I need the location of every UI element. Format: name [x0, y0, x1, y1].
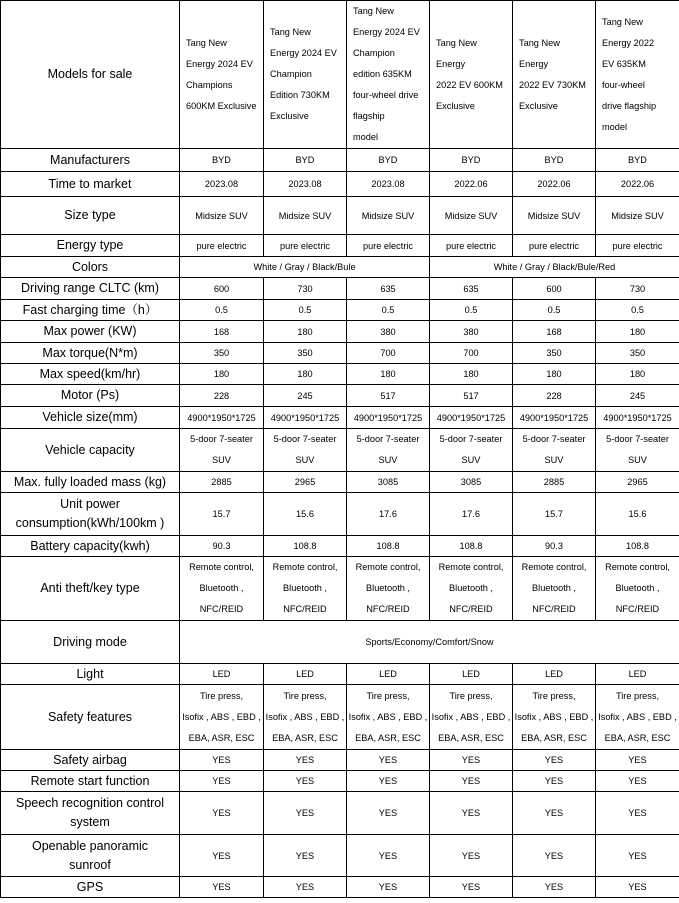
- motor-value: 517: [430, 385, 513, 407]
- vehicle-capacity-value-line-2: SUV: [544, 455, 564, 465]
- vehicle-capacity-value: [513, 429, 596, 472]
- model-name-line: EV 635KM: [602, 58, 646, 69]
- mass-label: Max. fully loaded mass (kg): [1, 472, 180, 493]
- motor-value: 228: [180, 385, 264, 407]
- light-value: LED: [180, 664, 264, 685]
- row-gps: [1, 877, 679, 898]
- mass-value: 2965: [264, 472, 347, 493]
- vehicle-capacity-value-line-1: 5-door 7-seater: [439, 434, 503, 444]
- anti-theft-value: [596, 557, 679, 621]
- model-name-line: 600KM Exclusive: [186, 100, 257, 111]
- motor-value: 245: [596, 385, 679, 407]
- model-name-line: four-wheel: [602, 79, 645, 90]
- size-type-value: Midsize SUV: [513, 197, 596, 235]
- light-label: Light: [1, 664, 180, 685]
- driving-range-value: 600: [513, 278, 596, 300]
- anti-theft-value: [264, 557, 347, 621]
- time-to-market-value: 2022.06: [430, 172, 513, 197]
- vehicle-capacity-value-line-2: SUV: [295, 455, 315, 465]
- model-name-2: [264, 1, 347, 149]
- colors-2024-models: White / Gray / Black/Bule: [180, 257, 430, 278]
- driving-mode-label: Driving mode: [1, 621, 180, 664]
- vehicle-capacity-value: [347, 429, 430, 472]
- sunroof-value: YES: [347, 835, 430, 877]
- speech-value: YES: [596, 792, 679, 835]
- safety-features-value-line-3: EBA, ASR, ESC: [438, 732, 504, 743]
- safety-features-value-line-2: Isofix , ABS , EBD ,: [598, 711, 677, 722]
- manufacturers-value: BYD: [430, 149, 513, 172]
- battery-value: 108.8: [430, 536, 513, 557]
- time-to-market-value: 2023.08: [180, 172, 264, 197]
- fast-charging-value: 0.5: [513, 300, 596, 321]
- safety-features-value-line-3: EBA, ASR, ESC: [521, 732, 587, 743]
- manufacturers-value: BYD: [513, 149, 596, 172]
- gps-value: YES: [596, 877, 679, 898]
- anti-theft-value-line-3: NFC/REID: [449, 604, 493, 614]
- energy-type-value: pure electric: [430, 235, 513, 257]
- size-type-value: Midsize SUV: [596, 197, 679, 235]
- speech-value: YES: [430, 792, 513, 835]
- energy-type-value: pure electric: [264, 235, 347, 257]
- anti-theft-label: Anti theft/key type: [1, 557, 180, 621]
- energy-type-value: pure electric: [596, 235, 679, 257]
- anti-theft-value-line-1: Remote control,: [355, 562, 421, 572]
- consumption-value: 17.6: [430, 493, 513, 536]
- gps-value: YES: [264, 877, 347, 898]
- vehicle-size-value: 4900*1950*1725: [430, 407, 513, 429]
- light-value: LED: [347, 664, 430, 685]
- row-vehicle-size: [1, 407, 679, 429]
- model-name-line: Exclusive: [436, 100, 475, 111]
- colors-label: Colors: [1, 257, 180, 278]
- max-power-label: Max power (KW): [1, 321, 180, 343]
- anti-theft-value-line-1: Remote control,: [605, 562, 670, 572]
- anti-theft-value-line-3: NFC/REID: [199, 604, 244, 614]
- max-torque-value: 350: [180, 343, 264, 364]
- anti-theft-value-line-1: Remote control,: [189, 562, 254, 572]
- speech-value: YES: [347, 792, 430, 835]
- row-size-type: [1, 197, 679, 235]
- fast-charging-label: Fast charging time（h）: [1, 300, 180, 321]
- model-name-line: Tang New: [186, 37, 227, 48]
- gps-value: YES: [180, 877, 264, 898]
- vehicle-capacity-value: [180, 429, 264, 472]
- mass-value: 2965: [596, 472, 679, 493]
- motor-value: 245: [264, 385, 347, 407]
- manufacturers-value: BYD: [264, 149, 347, 172]
- vehicle-capacity-value-line-2: SUV: [378, 455, 398, 465]
- model-name-5: [513, 1, 596, 149]
- max-power-value: 168: [513, 321, 596, 343]
- colors-2022-models: White / Gray / Black/Bule/Red: [430, 257, 679, 278]
- size-type-value: Midsize SUV: [264, 197, 347, 235]
- vehicle-capacity-label: Vehicle capacity: [1, 429, 180, 472]
- fast-charging-value: 0.5: [596, 300, 679, 321]
- airbag-value: YES: [180, 750, 264, 771]
- vehicle-capacity-value-line-1: 5-door 7-seater: [356, 434, 420, 444]
- anti-theft-value: [513, 557, 596, 621]
- airbag-value: YES: [264, 750, 347, 771]
- safety-features-value-line-3: EBA, ASR, ESC: [355, 732, 421, 743]
- model-name-line: Tang New: [270, 27, 311, 37]
- sunroof-value: YES: [513, 835, 596, 877]
- mass-value: 3085: [430, 472, 513, 493]
- vehicle-size-value: 4900*1950*1725: [347, 407, 430, 429]
- manufacturers-label: Manufacturers: [1, 149, 180, 172]
- model-name-4: [430, 1, 513, 149]
- manufacturers-value: BYD: [180, 149, 264, 172]
- consumption-value: 15.6: [596, 493, 679, 536]
- max-speed-value: 180: [596, 364, 679, 385]
- vehicle-size-label: Vehicle size(mm): [1, 407, 180, 429]
- remote-start-value: YES: [513, 771, 596, 792]
- anti-theft-value-line-2: Bluetooth ,: [615, 583, 660, 593]
- motor-value: 228: [513, 385, 596, 407]
- driving-range-value: 600: [180, 278, 264, 300]
- model-name-3: [347, 1, 430, 149]
- max-torque-value: 700: [347, 343, 430, 364]
- fast-charging-value: 0.5: [430, 300, 513, 321]
- driving-range-label: Driving range CLTC (km): [1, 278, 180, 300]
- model-name-line: four-wheel drive: [353, 90, 419, 100]
- sunroof-label-line-2: sunroof: [69, 857, 111, 872]
- header-row: [1, 1, 679, 149]
- vehicle-capacity-value-line-2: SUV: [461, 455, 481, 465]
- model-name-line: Energy: [519, 58, 549, 69]
- vehicle-size-value: 4900*1950*1725: [596, 407, 679, 429]
- safety-features-value-line-3: EBA, ASR, ESC: [272, 732, 338, 743]
- safety-features-value-line-3: EBA, ASR, ESC: [604, 732, 671, 743]
- airbag-value: YES: [513, 750, 596, 771]
- mass-value: 2885: [513, 472, 596, 493]
- airbag-label: Safety airbag: [1, 750, 180, 771]
- row-max-torque: [1, 343, 679, 364]
- row-driving-range: [1, 278, 679, 300]
- remote-start-value: YES: [430, 771, 513, 792]
- speech-label: [1, 792, 180, 835]
- model-name-line: Tang New: [353, 6, 394, 16]
- fast-charging-value: 0.5: [347, 300, 430, 321]
- row-consumption: [1, 493, 679, 536]
- row-max-power: [1, 321, 679, 343]
- mass-value: 3085: [347, 472, 430, 493]
- safety-features-label: Safety features: [1, 685, 180, 750]
- consumption-label-line-2: consumption(kWh/100km ): [15, 516, 165, 530]
- safety-features-value-line-2: Isofix , ABS , EBD ,: [514, 711, 594, 722]
- row-sunroof: [1, 835, 679, 877]
- row-safety-features: [1, 685, 679, 750]
- row-light: [1, 664, 679, 685]
- safety-features-value: [430, 685, 513, 750]
- row-motor: [1, 385, 679, 407]
- gps-value: YES: [513, 877, 596, 898]
- max-torque-value: 350: [513, 343, 596, 364]
- speech-label-line-2: system: [70, 815, 110, 829]
- max-torque-value: 350: [596, 343, 679, 364]
- speech-value: YES: [264, 792, 347, 835]
- remote-start-value: YES: [264, 771, 347, 792]
- anti-theft-value: [180, 557, 264, 621]
- vehicle-size-value: 4900*1950*1725: [264, 407, 347, 429]
- row-airbag: [1, 750, 679, 771]
- anti-theft-value-line-2: Bluetooth ,: [199, 583, 244, 593]
- safety-features-value: [347, 685, 430, 750]
- row-energy-type: [1, 235, 679, 257]
- model-name-line: Energy 2024 EV: [353, 27, 420, 37]
- safety-features-value-line-2: Isofix , ABS , EBD ,: [348, 711, 428, 722]
- model-name-line: Exclusive: [270, 111, 309, 121]
- anti-theft-value-line-3: NFC/REID: [615, 604, 660, 614]
- sunroof-label-line-1: Openable panoramic: [31, 838, 149, 853]
- size-type-label: Size type: [1, 197, 180, 235]
- model-name-line: Tang New: [602, 16, 643, 27]
- time-to-market-value: 2023.08: [347, 172, 430, 197]
- size-type-value: Midsize SUV: [430, 197, 513, 235]
- max-speed-label: Max speed(km/hr): [1, 364, 180, 385]
- model-name-line: Champions: [186, 79, 233, 90]
- max-speed-value: 180: [513, 364, 596, 385]
- vehicle-capacity-value-line-1: 5-door 7-seater: [273, 434, 337, 444]
- remote-start-value: YES: [596, 771, 679, 792]
- max-power-value: 380: [430, 321, 513, 343]
- row-driving-mode: [1, 621, 679, 664]
- row-fast-charging: [1, 300, 679, 321]
- energy-type-value: pure electric: [513, 235, 596, 257]
- vehicle-capacity-value-line-1: 5-door 7-seater: [522, 434, 586, 444]
- gps-value: YES: [347, 877, 430, 898]
- model-name-line: model: [602, 121, 628, 132]
- safety-features-value-line-2: Isofix , ABS , EBD ,: [265, 711, 345, 722]
- vehicle-capacity-value-line-1: 5-door 7-seater: [606, 434, 669, 444]
- model-name-line: Tang New: [519, 37, 560, 48]
- vehicle-size-value: 4900*1950*1725: [513, 407, 596, 429]
- size-type-value: Midsize SUV: [180, 197, 264, 235]
- vehicle-capacity-value-line-2: SUV: [212, 455, 231, 465]
- safety-features-value-line-2: Isofix , ABS , EBD ,: [182, 711, 261, 722]
- safety-features-value-line-2: Isofix , ABS , EBD ,: [431, 711, 511, 722]
- row-max-speed: [1, 364, 679, 385]
- driving-range-value: 730: [264, 278, 347, 300]
- model-name-line: 2022 EV 600KM: [436, 79, 503, 90]
- remote-start-label: Remote start function: [1, 771, 180, 792]
- manufacturers-value: BYD: [347, 149, 430, 172]
- speech-value: YES: [513, 792, 596, 835]
- consumption-label-line-1: Unit power: [60, 497, 120, 511]
- model-name-1: [180, 1, 264, 149]
- vehicle-capacity-value: [596, 429, 679, 472]
- time-to-market-value: 2023.08: [264, 172, 347, 197]
- time-to-market-value: 2022.06: [596, 172, 679, 197]
- sunroof-label: [1, 835, 180, 877]
- time-to-market-label: Time to market: [1, 172, 180, 197]
- safety-features-value-line-1: Tire press,: [366, 690, 410, 701]
- driving-range-value: 635: [347, 278, 430, 300]
- size-type-value: Midsize SUV: [347, 197, 430, 235]
- row-time-to-market: [1, 172, 679, 197]
- energy-type-value: pure electric: [347, 235, 430, 257]
- model-name-line: Energy 2022: [602, 37, 655, 48]
- motor-label: Motor (Ps): [1, 385, 180, 407]
- max-power-value: 180: [596, 321, 679, 343]
- vehicle-capacity-value: [430, 429, 513, 472]
- max-speed-value: 180: [180, 364, 264, 385]
- row-colors: [1, 257, 679, 278]
- fast-charging-value: 0.5: [180, 300, 264, 321]
- anti-theft-value: [347, 557, 430, 621]
- energy-type-value: pure electric: [180, 235, 264, 257]
- battery-value: 108.8: [264, 536, 347, 557]
- battery-label: Battery capacity(kwh): [1, 536, 180, 557]
- speech-label-line-1: Speech recognition control: [15, 796, 164, 810]
- consumption-value: 15.6: [264, 493, 347, 536]
- anti-theft-value-line-1: Remote control,: [438, 562, 504, 572]
- vehicle-size-value: 4900*1950*1725: [180, 407, 264, 429]
- model-name-line: drive flagship: [602, 100, 657, 111]
- model-name-line: edition 635KM: [353, 69, 412, 79]
- energy-type-label: Energy type: [1, 235, 180, 257]
- model-name-line: Champion: [353, 48, 395, 58]
- consumption-value: 15.7: [513, 493, 596, 536]
- safety-features-value: [596, 685, 679, 750]
- max-power-value: 168: [180, 321, 264, 343]
- anti-theft-value-line-3: NFC/REID: [532, 604, 576, 614]
- row-mass: [1, 472, 679, 493]
- driving-range-value: 730: [596, 278, 679, 300]
- gps-value: YES: [430, 877, 513, 898]
- max-speed-value: 180: [264, 364, 347, 385]
- model-name-line: model: [353, 132, 379, 142]
- max-torque-value: 350: [264, 343, 347, 364]
- max-speed-value: 180: [347, 364, 430, 385]
- driving-mode-value: Sports/Economy/Comfort/Snow: [180, 621, 679, 664]
- safety-features-value-line-1: Tire press,: [199, 690, 244, 701]
- row-speech: [1, 792, 679, 835]
- light-value: LED: [596, 664, 679, 685]
- manufacturers-value: BYD: [596, 149, 679, 172]
- max-torque-value: 700: [430, 343, 513, 364]
- row-manufacturers: [1, 149, 679, 172]
- light-value: LED: [430, 664, 513, 685]
- airbag-value: YES: [347, 750, 430, 771]
- battery-value: 90.3: [513, 536, 596, 557]
- safety-features-value-line-1: Tire press,: [283, 690, 327, 701]
- safety-features-value: [513, 685, 596, 750]
- motor-value: 517: [347, 385, 430, 407]
- model-name-line: Energy: [436, 58, 466, 69]
- vehicle-capacity-value-line-1: 5-door 7-seater: [190, 434, 253, 444]
- remote-start-value: YES: [347, 771, 430, 792]
- safety-features-value-line-1: Tire press,: [449, 690, 493, 701]
- model-name-line: Exclusive: [519, 100, 558, 111]
- model-name-line: Champion: [270, 69, 312, 79]
- anti-theft-value-line-2: Bluetooth ,: [449, 583, 493, 593]
- battery-value: 90.3: [180, 536, 264, 557]
- anti-theft-value-line-2: Bluetooth ,: [366, 583, 410, 593]
- battery-value: 108.8: [596, 536, 679, 557]
- model-name-line: Edition 730KM: [270, 90, 330, 100]
- mass-value: 2885: [180, 472, 264, 493]
- time-to-market-value: 2022.06: [513, 172, 596, 197]
- driving-range-value: 635: [430, 278, 513, 300]
- model-name-line: 2022 EV 730KM: [519, 79, 586, 90]
- row-anti-theft: [1, 557, 679, 621]
- remote-start-value: YES: [180, 771, 264, 792]
- safety-features-value-line-3: EBA, ASR, ESC: [188, 732, 255, 743]
- row-battery: [1, 536, 679, 557]
- light-value: LED: [513, 664, 596, 685]
- max-power-value: 380: [347, 321, 430, 343]
- sunroof-value: YES: [596, 835, 679, 877]
- light-value: LED: [264, 664, 347, 685]
- safety-features-value: [264, 685, 347, 750]
- models-for-sale-label: Models for sale: [1, 1, 180, 149]
- sunroof-value: YES: [264, 835, 347, 877]
- max-torque-label: Max torque(N*m): [1, 343, 180, 364]
- model-name-line: Tang New: [436, 37, 477, 48]
- anti-theft-value-line-3: NFC/REID: [366, 604, 410, 614]
- row-vehicle-capacity: [1, 429, 679, 472]
- anti-theft-value-line-2: Bluetooth ,: [283, 583, 327, 593]
- anti-theft-value-line-3: NFC/REID: [283, 604, 327, 614]
- model-name-line: flagship: [353, 111, 385, 121]
- row-remote-start: [1, 771, 679, 792]
- airbag-value: YES: [430, 750, 513, 771]
- vehicle-capacity-value: [264, 429, 347, 472]
- vehicle-capacity-value-line-2: SUV: [628, 455, 647, 465]
- battery-value: 108.8: [347, 536, 430, 557]
- consumption-label: [1, 493, 180, 536]
- safety-features-value-line-1: Tire press,: [615, 690, 660, 701]
- consumption-value: 15.7: [180, 493, 264, 536]
- safety-features-value: [180, 685, 264, 750]
- sunroof-value: YES: [180, 835, 264, 877]
- fast-charging-value: 0.5: [264, 300, 347, 321]
- speech-value: YES: [180, 792, 264, 835]
- gps-label: GPS: [1, 877, 180, 898]
- model-name-line: Energy 2024 EV: [186, 58, 253, 69]
- anti-theft-value-line-1: Remote control,: [272, 562, 338, 572]
- consumption-value: 17.6: [347, 493, 430, 536]
- safety-features-value-line-1: Tire press,: [532, 690, 576, 701]
- max-speed-value: 180: [430, 364, 513, 385]
- anti-theft-value-line-1: Remote control,: [521, 562, 587, 572]
- anti-theft-value: [430, 557, 513, 621]
- airbag-value: YES: [596, 750, 679, 771]
- model-name-line: Energy 2024 EV: [270, 48, 337, 58]
- sunroof-value: YES: [430, 835, 513, 877]
- anti-theft-value-line-2: Bluetooth ,: [532, 583, 576, 593]
- model-name-6: [596, 1, 679, 149]
- max-power-value: 180: [264, 321, 347, 343]
